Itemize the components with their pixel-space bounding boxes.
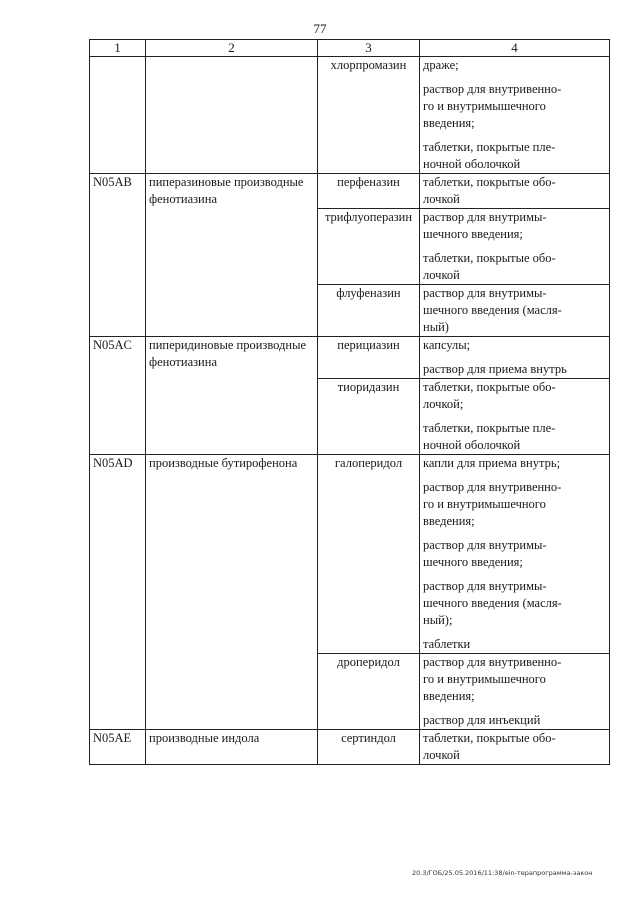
document-footer-stamp: 20.3/ГОБ/25.05.2016/11:38/ein-терапрограмма-закон [412,869,593,877]
table-body [90,57,610,765]
table-row [90,174,610,209]
drug-name-cell: хлорпромазин [318,57,420,174]
atc-code-cell: N05AD [90,455,146,730]
dosage-forms-cell [420,209,610,285]
group-name-cell: производные индола [146,730,318,765]
dosage-form-item: раствор для внутривенно- го и внутримышечного введения; [423,655,562,703]
group-name-cell [146,57,318,174]
drug-name-cell: сертиндол [318,730,420,765]
dosage-form-item: таблетки [423,637,471,651]
atc-code-cell: N05AC [90,337,146,455]
table-row [90,730,610,765]
dosage-form-item: таблетки, покрытые пле- ночной оболочкой [423,421,556,452]
group-name-cell: пиперидиновые производные фенотиазина [146,337,318,455]
dosage-forms-cell [420,285,610,337]
column-header-2: 2 [146,40,318,57]
group-name-cell: пиперазиновые производные фенотиазина [146,174,318,337]
dosage-form-item: таблетки, покрытые обо- лочкой [423,731,556,762]
dosage-form-item: таблетки, покрытые обо- лочкой; [423,380,556,411]
drug-name-cell: трифлуоперазин [318,209,420,285]
column-header-1: 1 [90,40,146,57]
dosage-forms-cell [420,57,610,174]
column-header-3: 3 [318,40,420,57]
table-row [90,455,610,654]
dosage-form-item: раствор для инъекций [423,713,541,727]
dosage-form-item: капли для приема внутрь; [423,456,561,470]
atc-code-cell: N05AE [90,730,146,765]
dosage-forms-cell [420,337,610,379]
dosage-form-item: раствор для внутримы- шечного введения (масля- ный); [423,579,562,627]
dosage-form-item: драже; [423,58,459,72]
drug-name-cell: перфеназин [318,174,420,209]
dosage-forms-cell [420,379,610,455]
dosage-form-item: раствор для внутривенно- го и внутримышечного введения; [423,82,562,130]
table-row [90,57,610,174]
column-header-4: 4 [420,40,610,57]
drug-name-cell: перициазин [318,337,420,379]
dosage-form-item: раствор для внутривенно- го и внутримышечного введения; [423,480,562,528]
dosage-forms-cell [420,455,610,654]
dosage-form-item: раствор для внутримы- шечного введения; [423,538,547,569]
dosage-form-item: капсулы; [423,338,471,352]
dosage-forms-cell [420,654,610,730]
group-name-cell: производные бутирофенона [146,455,318,730]
dosage-form-item: раствор для внутримы- шечного введения (масля- ный) [423,286,562,334]
atc-code-cell: N05AB [90,174,146,337]
table-header [90,40,610,57]
dosage-forms-cell [420,730,610,765]
drug-name-cell: галоперидол [318,455,420,654]
drug-name-cell: флуфеназин [318,285,420,337]
drug-table [89,39,610,765]
dosage-form-item: раствор для приема внутрь [423,362,567,376]
table-row [90,337,610,379]
drug-name-cell: тиоридазин [318,379,420,455]
dosage-form-item: таблетки, покрытые обо- лочкой [423,251,556,282]
dosage-form-item: таблетки, покрытые обо- лочкой [423,175,556,206]
page-number: 77 [313,21,327,36]
dosage-forms-cell [420,174,610,209]
dosage-form-item: раствор для внутримы- шечного введения; [423,210,547,241]
atc-code-cell [90,57,146,174]
dosage-form-item: таблетки, покрытые пле- ночной оболочкой [423,140,556,171]
drug-name-cell: дроперидол [318,654,420,730]
